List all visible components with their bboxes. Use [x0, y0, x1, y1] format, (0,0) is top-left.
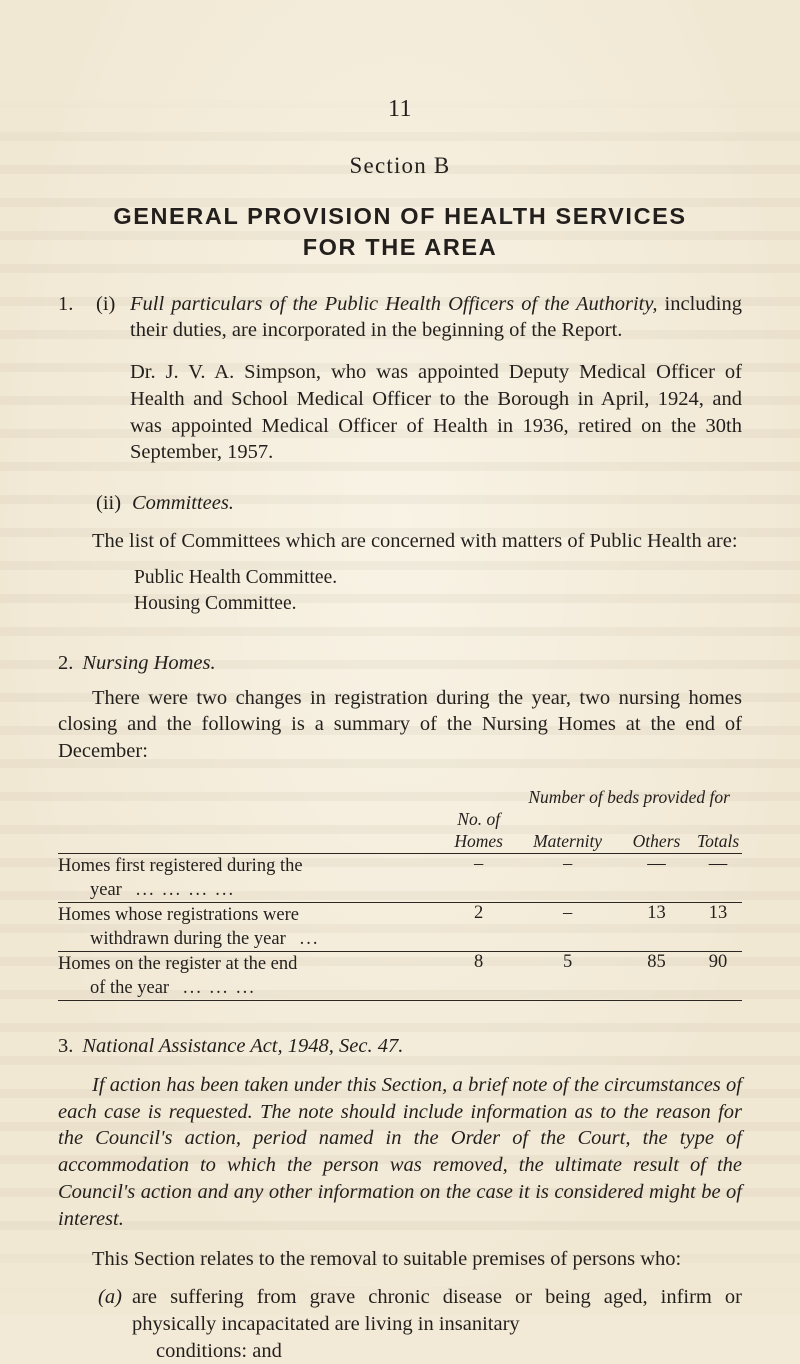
- page-number: 11: [387, 96, 413, 122]
- table-row-leaders: ...: [299, 928, 320, 949]
- item-1-ii: [96, 490, 742, 517]
- committee-list: [134, 565, 742, 618]
- table-row-label: [58, 952, 441, 1000]
- clause-a-text: [132, 1284, 742, 1364]
- table-row-label-text: year: [90, 879, 122, 900]
- clause-a: [98, 1284, 742, 1364]
- table-row-label-line1: Homes first registered during the: [58, 855, 303, 876]
- table-cell-maternity: –: [562, 902, 573, 923]
- table-cell-others: 85: [647, 951, 666, 972]
- page-title: [58, 201, 742, 264]
- table-column-homes-line1: No. of: [457, 808, 501, 829]
- table-spanner-header: Number of beds provided for: [528, 786, 730, 807]
- table-header: [58, 787, 742, 853]
- table-row: [58, 952, 742, 1000]
- nursing-homes-table: [58, 787, 742, 1001]
- table-row: [58, 903, 742, 951]
- table-cell-maternity: –: [562, 853, 573, 874]
- clause-a-line-2: conditions: and: [156, 1339, 282, 1362]
- item-1-ii-roman-numeral: (ii): [96, 492, 122, 514]
- table-row-label-text: withdrawn during the year: [90, 928, 286, 949]
- section-label-letter: B: [433, 153, 451, 178]
- table-row-label-text: of the year: [90, 977, 170, 998]
- nursing-homes-intro: There were two changes in registration during the year, two nursing homes closing and the following is a summary of the Nursing Homes at the end of December:: [58, 686, 742, 763]
- item-1: [58, 291, 742, 345]
- table-column-maternity: Maternity: [533, 831, 603, 852]
- page-content: [58, 0, 742, 1364]
- item-3-italic-block: [58, 1072, 742, 1233]
- table-cell-maternity: 5: [562, 951, 573, 972]
- item-2-number: 2.: [58, 651, 74, 674]
- table-cell-homes: –: [474, 853, 484, 874]
- table-cell-homes: 8: [474, 951, 484, 972]
- section-label-word: Section: [349, 153, 427, 178]
- item-1-paragraph: [130, 291, 742, 345]
- table-cell-totals: 90: [708, 951, 728, 972]
- clause-a-marker: (a): [98, 1286, 122, 1309]
- item-1-body: [130, 291, 742, 345]
- table-column-others: Others: [632, 831, 681, 852]
- table-cell-others: —: [647, 853, 666, 874]
- section-label: [58, 153, 742, 179]
- list-item: Housing Committee.: [134, 593, 297, 615]
- table-row-label-line2: [58, 976, 441, 1000]
- table-cell-homes: 2: [474, 902, 484, 923]
- table-row-label-line2: [58, 878, 441, 902]
- item-1-rest: including their duties, are incorporated in the beginning of the Report.: [130, 292, 742, 342]
- item-1-italic-lead: Full particulars of the Public Health Officers of the Authority,: [130, 292, 658, 315]
- table-body: [58, 853, 742, 1001]
- item-1-ii-heading-body: [132, 490, 742, 517]
- table-cell-others: 13: [647, 902, 666, 923]
- page-title-line-1: GENERAL PROVISION OF HEALTH SERVICES: [113, 203, 687, 229]
- item-3-heading: [58, 1035, 742, 1058]
- table-row-label-line1: Homes on the register at the end: [58, 953, 298, 974]
- item-1-roman-numeral: (i): [96, 292, 116, 315]
- list-item: Public Health Committee.: [134, 566, 338, 588]
- item-3-italic-paragraph: If action has been taken under this Section, a brief note of the circumstances of each case is requested. The note should include information as to the reason for the Council's action, period named in the Order of the Court, the type of accommodation to which the person was removed, the ultimate result of the Council's action and any other information on the case it is considered might be of interest.: [58, 1073, 742, 1230]
- item-3-body-paragraph: This Section relates to the removal to suitable premises of persons who:: [92, 1248, 682, 1271]
- table-column-totals: Totals: [696, 831, 740, 852]
- table-row: [58, 854, 742, 902]
- table-rule: [58, 1000, 742, 1001]
- item-2-heading-text: Nursing Homes.: [82, 651, 216, 674]
- table-cell-totals: —: [708, 853, 728, 874]
- table-row-leaders: ... ... ...: [182, 977, 256, 998]
- clause-a-line-1: are suffering from grave chronic disease or being aged, infirm or physically incapacitated are living in insanitary: [132, 1286, 742, 1335]
- table-cell-totals: 13: [708, 902, 728, 923]
- item-3-number: 3.: [58, 1034, 74, 1057]
- table-row-label: [58, 854, 441, 902]
- item-1-number: 1.: [58, 292, 74, 315]
- table-row-label-line2: [58, 927, 441, 951]
- item-2-heading: [58, 652, 742, 675]
- table-column-homes-line2: Homes: [454, 831, 503, 852]
- page-title-line-2: FOR THE AREA: [302, 234, 498, 261]
- simpson-paragraph: Dr. J. V. A. Simpson, who was appointed Deputy Medical Officer of Health and School Medical Officer to the Borough in April, 1924, and was appointed Medical Officer of Health in 1936, retired on the 30th September, 1957.: [130, 361, 742, 464]
- table-row-leaders: ... ... ... ...: [135, 879, 236, 900]
- committees-heading: Committees.: [132, 492, 234, 514]
- item-3-heading-text: National Assistance Act, 1948, Sec. 47.: [82, 1034, 404, 1057]
- table-row-label: [58, 903, 441, 951]
- table-column-homes: [441, 808, 516, 853]
- committees-intro: The list of Committees which are concerned with matters of Public Health are:: [92, 529, 738, 552]
- table-row-label-line1: Homes whose registrations were: [58, 904, 299, 925]
